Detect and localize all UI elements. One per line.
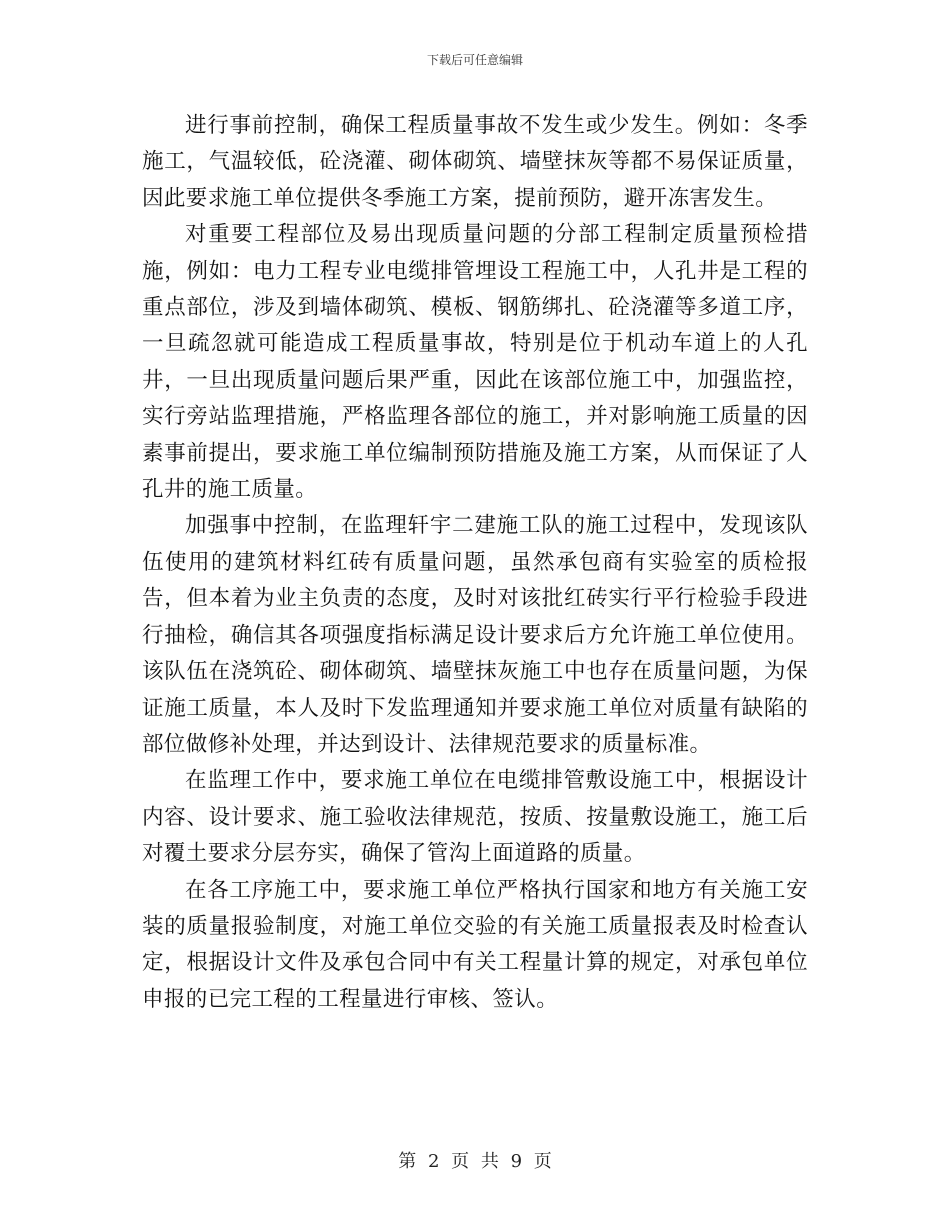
paragraph-in-process-control: 加强事中控制，在监理轩宇二建施工队的施工过程中，发现该队伍使用的建筑材料红砖有质量问题，虽然承包商有实验室的质检报告，但本着为业主负责的态度，及时对该批红砖实行平行检验手段进行抽检，确信其各项强度指标满足设计要求后方允许施工单位使用。该队伍在浇筑砼、砌体砌筑、墙壁抹灰施工中也存在质量问题，为保证施工质量，本人及时下发监理通知并要求施工单位对质量有缺陷的部位做修补处理，并达到设计、法律规范要求的质量标准。 xyxy=(142,513,808,757)
paragraph-pre-control: 进行事前控制，确保工程质量事故不发生或少发生。例如：冬季施工，气温较低，砼浇灌、砌体砌筑、墙壁抹灰等都不易保证质量，因此要求施工单位提供冬季施工方案，提前预防，避开冻害发生。 xyxy=(142,113,808,211)
paragraph-key-parts-precheck: 对重要工程部位及易出现质量问题的分部工程制定质量预检措施，例如：电力工程专业电缆排管埋设工程施工中，人孔井是工程的重点部位，涉及到墙体砌筑、模板、钢筋绑扎、砼浇灌等多道工序，一旦疏忽就可能造成工程质量事故，特别是位于机动车道上的人孔井，一旦出现质量问题后果严重，因此在该部位施工中，加强监控，实行旁站监理措施，严格监理各部位的施工，并对影响施工质量的因素事前提出，要求施工单位编制预防措施及施工方案，从而保证了人孔井的施工质量。 xyxy=(142,222,808,503)
paragraph-quality-inspection: 在各工序施工中，要求施工单位严格执行国家和地方有关施工安装的质量报验制度，对施工单位交验的有关施工质量报表及时检查认定，根据设计文件及承包合同中有关工程量计算的规定，对承包单位申报的已完工程的工程量进行审核、签认。 xyxy=(142,877,808,1012)
document-body xyxy=(142,108,808,1018)
page-number: 第 2 页 共 9 页 xyxy=(398,1151,552,1172)
page-header: 下载后可任意编辑 xyxy=(426,53,523,67)
paragraph-cable-laying: 在监理工作中，要求施工单位在电缆排管敷设施工中，根据设计内容、设计要求、施工验收法律规范，按质、按量敷设施工，施工后对覆土要求分层夯实，确保了管沟上面道路的质量。 xyxy=(142,768,808,867)
